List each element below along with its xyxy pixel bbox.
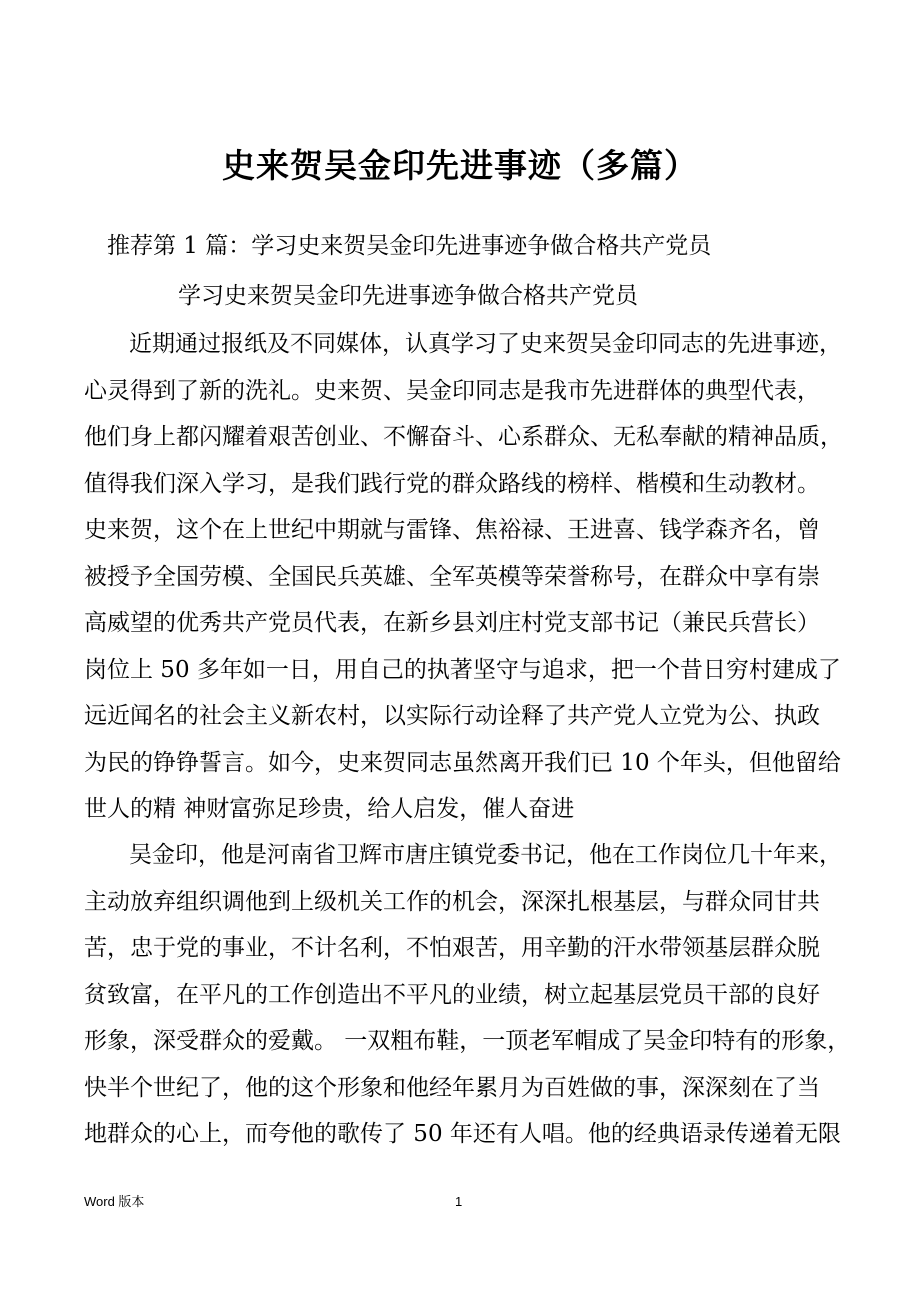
paragraph-line: 苦，忠于党的事业，不计名利，不怕艰苦，用辛勤的汗水带领基层群众脱 [84,935,820,961]
paragraph-line: 为民的铮铮誓言。如今，史来贺同志虽然离开我们已 10 个年头，但他留给 [84,749,841,776]
paragraph-line: 心灵得到了新的洗礼。史来贺、吴金印同志是我市先进群体的典型代表， [84,377,820,404]
paragraph-line: 形象，深受群众的爱戴。 一双粗布鞋，一顶老军帽成了吴金印特有的形象， [84,1028,851,1054]
paragraph-line: 贫致富，在平凡的工作创造出不平凡的业绩，树立起基层党员干部的良好 [84,981,820,1008]
article-title: 学习史来贺吴金印先进事迹争做合格共产党员 [178,283,638,309]
paragraph-2 [84,832,854,1158]
paragraph-line: 近期通过报纸及不同媒体，认真学习了史来贺吴金印同志的先进事迹， [129,331,842,357]
paragraph-line: 值得我们深入学习，是我们践行党的群众路线的榜样、楷模和生动教材。 [84,470,820,497]
paragraph-line: 他们身上都闪耀着艰苦创业、不懈奋斗、心系群众、无私奉献的精神品质， [84,424,843,450]
paragraph-line: 史来贺，这个在上世纪中期就与雷锋、焦裕禄、王进喜、钱学森齐名，曾 [84,517,820,543]
recommend-heading: 推荐第 1 篇：学习史来贺吴金印先进事迹争做合格共产党员 [107,233,712,259]
document-title: 史来贺吴金印先进事迹（多篇） [222,146,698,185]
footer-page-number: 1 [455,1194,463,1209]
paragraph-line: 主动放弃组织调他到上级机关工作的机会，深深扎根基层，与群众同甘共 [84,888,820,915]
paragraph-line: 远近闻名的社会主义新农村，以实际行动诠释了共产党人立党为公、执政 [84,703,820,729]
paragraph-line: 岗位上 50 多年如一日，用自己的执著坚守与追求，把一个昔日穷村建成了 [84,656,841,683]
paragraph-1 [84,321,854,833]
paragraph-line: 快半个世纪了，他的这个形象和他经年累月为百姓做的事，深深刻在了当 [84,1074,820,1101]
paragraph-line: 世人的精 神财富弥足珍贵，给人启发，催人奋进 [84,796,575,822]
paragraph-line: 高威望的优秀共产党员代表，在新乡县刘庄村党支部书记（兼民兵营长） [84,610,820,636]
paragraph-line: 地群众的心上，而夸他的歌传了 50 年还有人唱。他的经典语录传递着无限 [84,1121,841,1147]
paragraph-line: 被授予全国劳模、全国民兵英雄、全军英模等荣誉称号，在群众中享有崇 [84,563,820,590]
paragraph-line: 吴金印，他是河南省卫辉市唐庄镇党委书记，他在工作岗位几十年来， [129,842,842,868]
footer-version-label: Word 版本 [84,1194,145,1209]
